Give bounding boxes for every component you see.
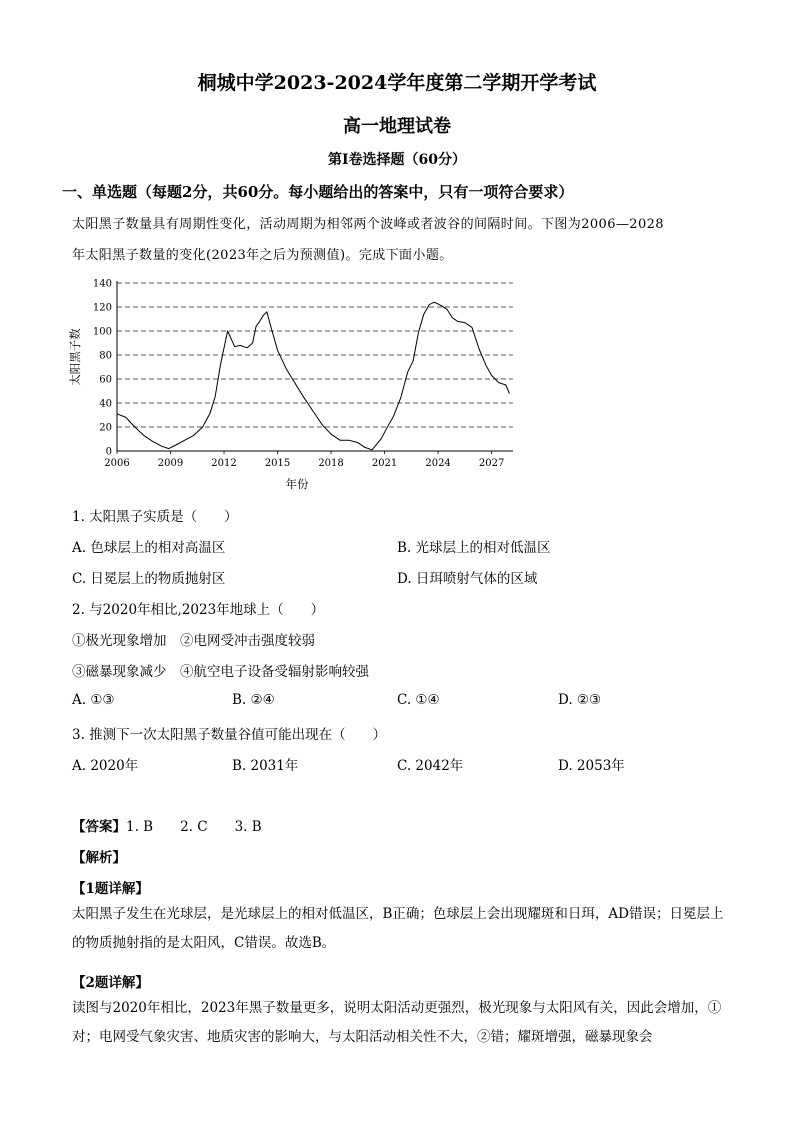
question-2-items-1: ①极光现象增加 ②电网受冲击强度较弱	[72, 633, 315, 649]
y-tick-label: 40	[99, 398, 112, 410]
y-tick-label: 100	[92, 326, 112, 338]
x-tick-label: 2024	[425, 458, 451, 469]
exam-subtitle: 高一地理试卷	[343, 116, 451, 137]
sunspot-series-line	[117, 302, 509, 450]
question-2-option-a: A. ①③	[72, 692, 115, 708]
analysis-q1-text: 太阳黑子发生在光球层，是光球层上的相对低温区，B正确；色球层上会出现耀斑和日珥，AD错误；日冕层上的物质抛射指的是太阳风，C错误。故选B。	[72, 906, 724, 951]
intro-line-1: 太阳黑子数量具有周期性变化，活动周期为相邻两个波峰或者波谷的间隔时间。下图为2006—2028	[72, 217, 664, 232]
x-tick-label: 2006	[104, 458, 130, 469]
analysis-label: 【解析】	[72, 850, 126, 866]
question-2-items-2: ③磁暴现象减少 ④航空电子设备受辐射影响较强	[72, 664, 369, 680]
question-3-option-c: C. 2042年	[397, 758, 464, 774]
x-tick-label: 2009	[157, 458, 184, 469]
question-3-option-d: D. 2053年	[558, 758, 625, 774]
question-3-stem: 3. 推测下一次太阳黑子数量谷值可能出现在（ ）	[72, 727, 387, 743]
answer-label: 【答案】	[72, 819, 126, 835]
exam-title: 桐城中学2023-2024学年度第二学期开学考试	[197, 72, 597, 94]
x-tick-label: 2021	[371, 458, 398, 469]
y-tick-label: 80	[99, 350, 112, 362]
intro-line-2: 年太阳黑子数量的变化(2023年之后为预测值)。完成下面小题。	[72, 248, 453, 263]
question-2-option-c: C. ①④	[397, 692, 440, 708]
question-3-option-b: B. 2031年	[232, 758, 299, 774]
answer-text: 1. B 2. C 3. B	[126, 819, 262, 835]
question-1-option-b: B. 光球层上的相对低温区	[397, 540, 551, 556]
question-2-stem: 2. 与2020年相比,2023年地球上（ ）	[72, 602, 325, 618]
question-1-option-a: A. 色球层上的相对高温区	[72, 540, 226, 556]
section-heading: 一、单选题（每题2分，共60分。每小题给出的答案中，只有一项符合要求）	[62, 183, 574, 201]
x-axis-title: 年份	[285, 477, 309, 491]
y-tick-label: 20	[99, 422, 112, 434]
question-2-option-d: D. ②③	[558, 692, 602, 708]
question-3-option-a: A. 2020年	[72, 758, 139, 774]
y-tick-label: 140	[92, 278, 112, 290]
analysis-q1-label: 【1题详解】	[72, 881, 149, 897]
question-2-option-b: B. ②④	[232, 692, 275, 708]
answer-line	[72, 815, 262, 835]
x-tick-label: 2018	[318, 458, 344, 469]
analysis-q2-text: 读图与2020年相比，2023年黑子数量更多，说明太阳活动更强烈，极光现象与太阳风有关，因此会增加，①对；电网受气象灾害、地质灾害的影响大，与太阳活动相关性不大，②错；耀斑增强，磁暴现象会	[72, 1000, 722, 1045]
analysis-q2-label: 【2题详解】	[72, 975, 149, 991]
y-tick-label: 120	[92, 302, 112, 314]
y-tick-label: 0	[105, 446, 112, 458]
y-axis-title: 太阳黑子数	[68, 328, 82, 386]
part-heading: 第Ⅰ卷选择题（60分）	[327, 152, 467, 168]
question-1-option-d: D. 日珥喷射气体的区域	[397, 571, 538, 587]
sunspot-chart	[60, 272, 530, 498]
y-tick-label: 60	[99, 374, 112, 386]
x-tick-label: 2027	[478, 458, 505, 469]
x-tick-label: 2015	[264, 458, 291, 469]
question-1-stem: 1. 太阳黑子实质是（ ）	[72, 509, 238, 525]
question-1-option-c: C. 日冕层上的物质抛射区	[72, 571, 226, 587]
x-tick-label: 2012	[211, 458, 237, 469]
